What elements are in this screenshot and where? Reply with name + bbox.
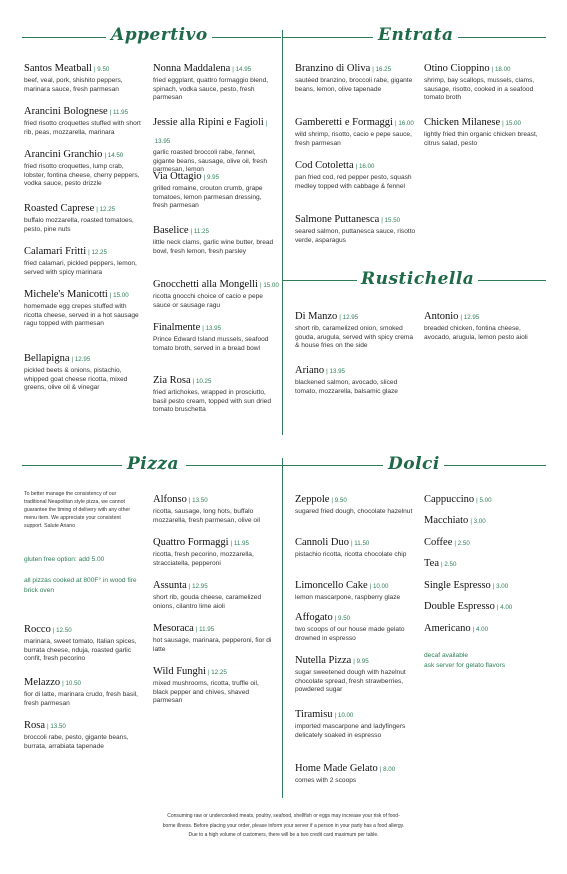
item-name: Tiramisu — [295, 709, 333, 720]
menu-item: Quattro Formaggi | 11.95 ricotta, fresh pecorino, mozzarella, stracciatella, pepperoni — [153, 532, 275, 568]
item-price: 13.50 — [50, 723, 66, 730]
pizza-note: To better manage the consistency of our traditional Neapolitan style pizza, we cannot guarantee the timing of delivery with any other menu item. We appreciate your consistent support. Salute Ariano — [24, 491, 131, 529]
footer-line: Due to a high volume of customers, there will be a two credit card maximum per table. — [188, 832, 379, 838]
item-name: Americano — [424, 623, 471, 634]
item-description: pistachio ricotta, ricotta chocolate chip — [295, 551, 407, 558]
item-name: Limoncello Cake — [295, 580, 368, 591]
item-description: grilled romaine, crouton crumb, grape tomatoes, lemon parmesan dressing, fresh parmesan — [153, 185, 263, 210]
item-price: 15.00 — [113, 292, 129, 299]
item-price: 12.25 — [91, 249, 107, 256]
menu-item: Zia Rosa | 10.25 fried artichokes, wrapped in prosciutto, basil pesto cream, topped with sun dried tomato bruschetta — [153, 370, 275, 415]
item-name: Alfonso — [153, 494, 187, 505]
item-price: 11.25 — [193, 228, 209, 235]
item-name: Cappuccino — [424, 494, 475, 505]
item-description: sugared fried dough, chocolate hazelnut — [295, 508, 413, 515]
item-description: broccoli rabe, pesto, gigante beans, burrata, arrabiata tapenade — [24, 734, 129, 750]
item-name: Santos Meatball — [24, 63, 92, 74]
item-price: 12.95 — [74, 356, 91, 363]
item-price: 14.50 — [107, 152, 124, 159]
footer-line: Consuming raw or undercooked meats, poultry, seafood, shellfish or eggs may increase your risk of food- — [167, 813, 400, 819]
vertical-divider-bottom — [282, 458, 283, 798]
menu-item: Cannoli Duo | 11.50 pistachio ricotta, ricotta chocolate chip — [295, 532, 417, 560]
item-price: 12.95 — [192, 583, 208, 590]
item-price: 2.50 — [444, 561, 457, 568]
menu-item: Arancini Granchio | 14.50 fried risotto croquettes, lump crab, lobster, fontina cheese, cherry peppers, vodka sauce, pesto drizzle — [24, 144, 146, 189]
item-description: pickled beets & onions, pistachio, whipped goat cheese ricotta, mixed greens, olive oil & vinegar — [24, 367, 128, 392]
item-description: beef, veal, pork, shishito peppers, marinara sauce, fresh parmesan — [24, 77, 123, 93]
menu-item: Jessie alla Ripini e Fagioli | 13.95 garlic roasted broccoli rabe, fennel, gigante beans, sausage, olive oil, fresh parmesan, lemon — [153, 112, 277, 175]
item-price: 2.50 — [457, 540, 470, 547]
item-description: seared salmon, puttanesca sauce, risotto verde, asparagus — [295, 228, 416, 244]
item-price: 9.50 — [334, 497, 347, 504]
item-description: shrimp, bay scallops, mussels, clams, sausage, risotto, cooked in a seafood tomato broth — [424, 77, 535, 102]
item-name: Nonna Maddalena — [153, 63, 231, 74]
gelato-flavors-note: ask server for gelato flavors — [424, 662, 505, 669]
item-description: ricotta gnocchi choice of cacio e pepe sauce or sausage ragu — [153, 293, 263, 309]
item-price: 10.00 — [337, 712, 354, 719]
item-price: 5.00 — [479, 497, 492, 504]
item-name: Gnocchetti alla Mongelli — [153, 279, 258, 290]
item-price: 9.95 — [206, 174, 220, 181]
menu-item: Tea | 2.50 — [424, 558, 457, 569]
item-price: 15.00 — [263, 282, 279, 289]
item-name: Baselice — [153, 225, 189, 236]
item-description: fried calamari, pickled peppers, lemon, served with spicy marinara — [24, 260, 137, 276]
item-description: Prince Edward Island mussels, seafood tomato broth, served in a bread bowl — [153, 336, 269, 352]
item-price: 13.95 — [205, 325, 222, 332]
section-title-appertivo: Appertivo — [107, 25, 212, 45]
item-name: Arancini Granchio — [24, 149, 103, 160]
item-description: hot sausage, marinara, pepperoni, fior di latte — [153, 637, 272, 653]
item-description: short rib, caramelized onion, smoked gouda, arugula, served with spicy crema & house fries on the side — [295, 325, 414, 350]
menu-item: Ariano | 13.95 blackened salmon, avocado, sliced tomato, mozzarella, balsamic glaze — [295, 360, 417, 396]
item-price: 15.00 — [505, 120, 521, 127]
menu-item: Alfonso | 13.50 ricotta, sausage, long hots, buffalo mozzarella, fresh parmesan, olive oil — [153, 489, 275, 525]
item-description: lemon mascarpone, raspberry glaze — [295, 594, 401, 601]
item-name: Otino Cioppino — [424, 63, 490, 74]
item-description: breaded chicken, fontina cheese, avocado, arugula, lemon pesto aioli — [424, 325, 528, 341]
item-description: mixed mushrooms, ricotta, truffle oil, black pepper and chives, shaved parmesan — [153, 680, 259, 705]
item-description: buffalo mozzarella, roasted tomatoes, pesto, pine nuts — [24, 217, 134, 233]
item-price: 4.00 — [500, 604, 513, 611]
menu-item: Otino Cioppino | 18.00 shrimp, bay scallops, mussels, clams, sausage, risotto, cooked in a seafood tomato broth — [424, 58, 546, 103]
item-price: 3.00 — [496, 583, 509, 590]
menu-item: Assunta | 12.95 short rib, gouda cheese, caramelized onions, cilantro lime aioli — [153, 575, 275, 611]
menu-item: Coffee | 2.50 — [424, 537, 470, 548]
item-description: lightly fried thin organic chicken breast, citrus salad, pesto — [424, 131, 538, 147]
divider-entrata-right — [448, 37, 546, 38]
item-price: 13.50 — [192, 497, 208, 504]
divider-pizza-right — [186, 465, 282, 466]
item-price: 18.00 — [494, 66, 511, 73]
item-name: Roasted Caprese — [24, 203, 95, 214]
menu-item: Rocco | 12.50 marinara, sweet tomato, Italian spices, burrata cheese, nduja, roasted garlic confit, fresh pecorino — [24, 619, 146, 664]
item-description: two scoops of our house made gelato drowned in espresso — [295, 626, 405, 642]
item-price: 16.00 — [358, 163, 375, 170]
item-description: little neck clams, garlic wine butter, bread bowl, fresh lemon, fresh parsley — [153, 239, 274, 255]
menu-item: Mesoraca | 11.95 hot sausage, marinara, pepperoni, fior di latte — [153, 618, 275, 654]
item-name: Arancini Bolognese — [24, 106, 108, 117]
menu-item: Chicken Milanese | 15.00 lightly fried thin organic chicken breast, citrus salad, pesto — [424, 112, 546, 148]
item-price: 13.95 — [329, 368, 345, 375]
item-name: Mesoraca — [153, 623, 194, 634]
item-name: Via Ottagio — [153, 171, 202, 182]
menu-item: Gnocchetti alla Mongelli | 15.00 ricotta gnocchi choice of cacio e pepe sauce or sausage ragu — [153, 279, 279, 309]
menu-item: Michele's Manicotti | 15.00 homemade egg crepes stuffed with ricotta cheese, served in a hot sausage ragu topped with parmesan — [24, 284, 146, 329]
item-description: fried risotto croquettes, lump crab, lobster, fontina cheese, cherry peppers, vodka sauce, pesto drizzle — [24, 163, 140, 188]
menu-item: Calamari Fritti | 12.25 fried calamari, pickled peppers, lemon, served with spicy marinara — [24, 241, 146, 277]
menu-item: Cappuccino | 5.00 — [424, 494, 492, 505]
menu-item: Bellapigna | 12.95 pickled beets & onions, pistachio, whipped goat cheese ricotta, mixed greens, olive oil & vinegar — [24, 348, 146, 393]
divider-rustichella-right — [468, 280, 546, 281]
item-price: 8.00 — [383, 766, 396, 773]
divider-dolci-left — [283, 465, 383, 466]
item-description: blackened salmon, avocado, sliced tomato, mozzarella, balsamic glaze — [295, 379, 398, 395]
item-description: pan fried cod, red pepper pesto, squash medley topped with cabbage & fennel — [295, 174, 412, 190]
item-name: Zia Rosa — [153, 375, 191, 386]
item-price: 11.95 — [233, 540, 249, 547]
menu-item: Zeppole | 9.50 sugared fried dough, chocolate hazelnut — [295, 489, 417, 517]
divider-pizza-left — [22, 465, 122, 466]
divider-appertivo-right — [203, 37, 281, 38]
item-price: 10.25 — [195, 378, 212, 385]
menu-item: Home Made Gelato | 8.00 comes with 2 scoops — [295, 758, 417, 786]
item-name: Jessie alla Ripini e Fagioli — [153, 117, 264, 128]
menu-item: Finalmente | 13.95 Prince Edward Island mussels, seafood tomato broth, served in a bread bowl — [153, 317, 275, 353]
item-price: 16.25 — [375, 66, 392, 73]
menu-item: Single Espresso | 3.00 — [424, 580, 509, 591]
item-price: 12.95 — [342, 314, 359, 321]
item-price: 14.95 — [235, 66, 252, 73]
menu-item: Via Ottagio | 9.95 grilled romaine, crouton crumb, grape tomatoes, lemon parmesan dressing, fresh parmesan — [153, 166, 275, 211]
item-name: Quattro Formaggi — [153, 537, 229, 548]
item-price: 13.95 — [154, 138, 171, 145]
menu-item: Double Espresso | 4.00 — [424, 601, 513, 612]
item-name: Cannoli Duo — [295, 537, 349, 548]
item-name: Chicken Milanese — [424, 117, 501, 128]
divider-dolci-right — [442, 465, 546, 466]
decaf-note: decaf available — [424, 652, 468, 659]
item-name: Finalmente — [153, 322, 201, 333]
item-price: 12.25 — [99, 206, 116, 213]
item-name: Rocco — [24, 624, 51, 635]
pizza-gluten-free-note: gluten free option: add 5.00 — [24, 556, 105, 563]
item-price: 9.50 — [338, 615, 351, 622]
item-name: Rosa — [24, 720, 45, 731]
divider-entrata-left — [283, 37, 373, 38]
item-price: 15.50 — [384, 217, 401, 224]
item-description: fried artichokes, wrapped in prosciutto, basil pesto cream, topped with sun dried tomato bruschetta — [153, 389, 272, 414]
menu-item: Antonio | 12.95 breaded chicken, fontina cheese, avocado, arugula, lemon pesto aioli — [424, 306, 546, 342]
item-description: sugar sweetened dough with hazelnut chocolate spread, fresh strawberries, powdered sugar — [295, 669, 406, 694]
item-description: marinara, sweet tomato, Italian spices, burrata cheese, nduja, roasted garlic confit, fresh pecorino — [24, 638, 137, 663]
item-name: Coffee — [424, 537, 453, 548]
item-description: fior di latte, marinara crudo, fresh basil, fresh parmesan — [24, 691, 138, 707]
item-price: 16.00 — [398, 120, 414, 127]
item-description: short rib, gouda cheese, caramelized onions, cilantro lime aioli — [153, 594, 262, 610]
item-price: 12.50 — [56, 627, 72, 634]
menu-item: Santos Meatball | 9.50 beef, veal, pork, shishito peppers, marinara sauce, fresh parmesan — [24, 58, 146, 94]
item-description: wild shrimp, risotto, cacio e pepe sauce, fresh parmesan — [295, 131, 412, 147]
menu-item: Limoncello Cake | 10.00 lemon mascarpone, raspberry glaze — [295, 575, 417, 603]
menu-item: Baselice | 11.25 little neck clams, garlic wine butter, bread bowl, fresh lemon, fresh parsley — [153, 225, 274, 255]
menu-item: Branzino di Oliva | 16.25 sautéed branzino, broccoli rabe, gigante beans, lemon, olive tapenade — [295, 58, 417, 94]
footer-line: borne illness. Before placing your order, please inform your server if a person in your party has a food allergy. — [162, 822, 405, 829]
item-price: 11.95 — [113, 109, 129, 116]
menu-item: Melazzo | 10.50 fior di latte, marinara crudo, fresh basil, fresh parmesan — [24, 672, 146, 708]
item-description: homemade egg crepes stuffed with ricotta cheese, served in a hot sausage ragu topped with parmesan — [24, 303, 139, 328]
item-description: ricotta, sausage, long hots, buffalo mozzarella, fresh parmesan, olive oil — [153, 508, 261, 524]
item-price: 4.00 — [475, 626, 489, 633]
menu-item: Nutella Pizza | 9.95 sugar sweetened dough with hazelnut chocolate spread, fresh strawberries, powdered sugar — [295, 650, 417, 695]
item-name: Branzino di Oliva — [295, 63, 371, 74]
item-description: ricotta, fresh pecorino, mozzarella, stracciatella, pepperoni — [153, 551, 254, 567]
section-title-pizza: Pizza — [123, 454, 183, 474]
divider-appertivo-left — [22, 37, 106, 38]
item-name: Salmone Puttanesca — [295, 214, 380, 225]
menu-item: Macchiato | 3.00 — [424, 515, 486, 526]
item-description: comes with 2 scoops — [295, 777, 357, 784]
item-price: 12.95 — [463, 314, 480, 321]
menu-item: Affogato | 9.50 two scoops of our house made gelato drowned in espresso — [295, 607, 417, 643]
item-name: Michele's Manicotti — [24, 289, 108, 300]
section-title-dolci: Dolci — [384, 454, 444, 474]
menu-item: Rosa | 13.50 broccoli rabe, pesto, gigante beans, burrata, arrabiata tapenade — [24, 715, 146, 751]
section-title-entrata: Entrata — [374, 25, 458, 45]
item-name: Single Espresso — [424, 580, 491, 591]
item-name: Assunta — [153, 580, 187, 591]
item-description: sautéed branzino, broccoli rabe, gigante beans, lemon, olive tapenade — [295, 77, 413, 93]
section-title-rustichella: Rustichella — [357, 269, 478, 289]
item-name: Melazzo — [24, 677, 61, 688]
item-name: Tea — [424, 558, 440, 569]
menu-item: Di Manzo | 12.95 short rib, caramelized onion, smoked gouda, arugula, served with spicy crema & house fries on the side — [295, 306, 417, 351]
item-name: Double Espresso — [424, 601, 495, 612]
footer-disclaimer — [0, 812, 567, 841]
item-name: Cod Cotoletta — [295, 160, 354, 171]
item-price: 12.25 — [211, 669, 227, 676]
item-description: garlic roasted broccoli rabe, fennel, gigante beans, sausage, olive oil, fresh parmesan, lemon — [153, 149, 267, 174]
item-name: Bellapigna — [24, 353, 70, 364]
menu-item: Tiramisu | 10.00 imported mascarpone and ladyfingers delicately soaked in espresso — [295, 704, 417, 740]
pizza-oven-note: all pizzas cooked at 800F° in wood fire brick oven — [24, 577, 137, 594]
menu-item: Roasted Caprese | 12.25 buffalo mozzarella, roasted tomatoes, pesto, pine nuts — [24, 198, 146, 234]
item-description: imported mascarpone and ladyfingers delicately soaked in espresso — [295, 723, 406, 739]
menu-item: Salmone Puttanesca | 15.50 seared salmon, puttanesca sauce, risotto verde, asparagus — [295, 214, 416, 244]
item-name: Macchiato — [424, 515, 469, 526]
item-name: Ariano — [295, 365, 325, 376]
item-description: fried risotto croquettes stuffed with short rib, peas, mozzarella, marinara — [24, 120, 141, 136]
item-price: 10.50 — [65, 680, 81, 687]
menu-item: Nonna Maddalena | 14.95 fried eggplant, quattro formaggio blend, spinach, vodka sauce, pesto, fresh parmesan — [153, 58, 275, 103]
menu-item: Wild Funghi | 12.25 mixed mushrooms, ricotta, truffle oil, black pepper and chives, shaved parmesan — [153, 661, 275, 706]
item-description: fried eggplant, quattro formaggio blend, spinach, vodka sauce, pesto, fresh parmesan — [153, 77, 269, 102]
menu-item: Americano | 4.00 — [424, 623, 489, 634]
item-name: Calamari Fritti — [24, 246, 87, 257]
item-price: 10.00 — [372, 583, 389, 590]
menu-item: Cod Cotoletta | 16.00 pan fried cod, red pepper pesto, squash medley topped with cabbage & fennel — [295, 155, 417, 191]
menu-item: Gamberetti e Formaggi | 16.00 wild shrimp, risotto, cacio e pepe sauce, fresh parmesan — [295, 112, 417, 148]
item-name: Nutella Pizza — [295, 655, 352, 666]
menu-item: Arancini Bolognese | 11.95 fried risotto croquettes stuffed with short rib, peas, mozzarella, marinara — [24, 101, 146, 137]
item-price: 9.50 — [97, 66, 110, 73]
item-name: Affogato — [295, 612, 333, 623]
item-price: 11.50 — [354, 540, 370, 547]
item-name: Wild Funghi — [153, 666, 206, 677]
divider-rustichella-left — [283, 280, 357, 281]
item-name: Di Manzo — [295, 311, 338, 322]
item-price: 11.95 — [199, 626, 215, 633]
vertical-divider-top — [282, 30, 283, 435]
item-price: 9.95 — [356, 658, 369, 665]
item-name: Zeppole — [295, 494, 330, 505]
item-name: Home Made Gelato — [295, 763, 378, 774]
item-name: Gamberetti e Formaggi — [295, 117, 393, 128]
item-price: 3.00 — [473, 518, 486, 525]
item-name: Antonio — [424, 311, 459, 322]
